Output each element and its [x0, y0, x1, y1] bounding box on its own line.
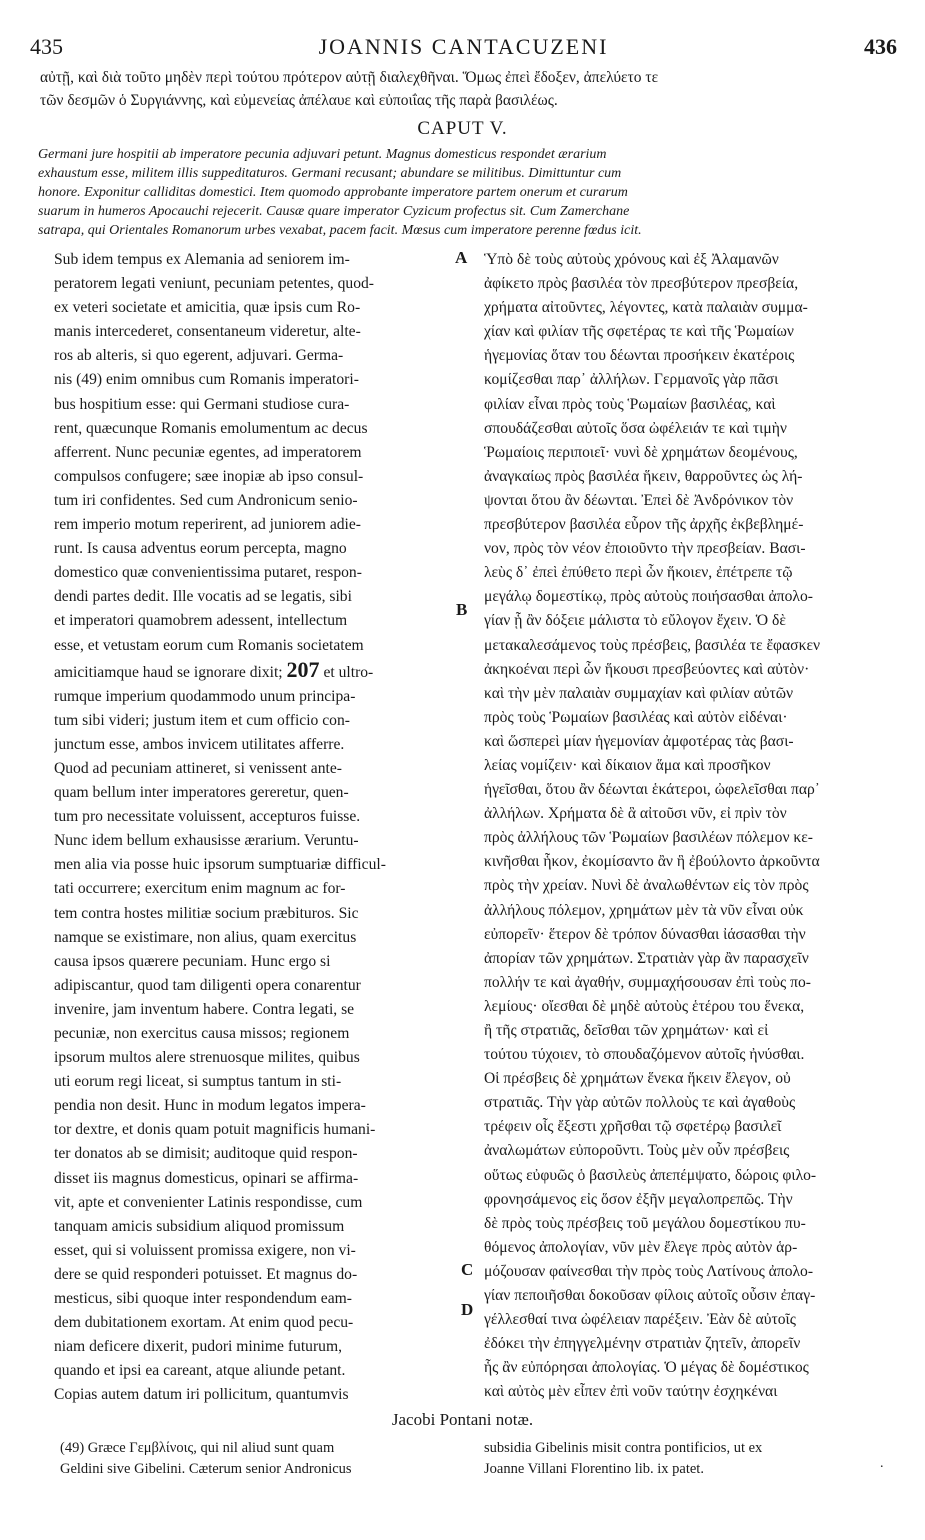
- text-line: οὕτως εὐφυῶς ὁ βασιλεὺς ἀπεπέμψατο, δώροις φιλο-: [484, 1166, 817, 1184]
- text-line: ter donatos ab se dimisit; auditoque quid respon-: [54, 1145, 358, 1163]
- text-line: dere se quid responderi potuisset. Et magnus do-: [54, 1265, 358, 1283]
- summary-line: Germani jure hospitii ab imperatore pecunia adjuvari petunt. Magnus domesticus respondet ærarium: [38, 147, 607, 162]
- text-line: καὶ αὐτὸς μὲν εἶπεν ἐπὶ νοῦν ταύτην ἐσχηκέναι: [484, 1383, 778, 1401]
- page-number-left: 435: [30, 34, 63, 59]
- text-line: εὐπορεῖν· ἕτερον δὲ τρόπον δύνασθαι ἰάσασθαι τὴν: [484, 925, 806, 943]
- edition-page-number: 207: [286, 657, 320, 682]
- text-line: runt. Is causa adventus eorum percepta, magno: [54, 540, 347, 558]
- note-line: subsidia Gibelinis misit contra pontificios, ut ex: [484, 1440, 763, 1456]
- text-line: ἢ τῆς στρατιᾶς, δεῖσθαι τῶν χρημάτων· καὶ εἰ: [484, 1022, 769, 1039]
- text-line: mesticus, sibi quoque inter respondendum eam-: [54, 1290, 352, 1308]
- text-line: αὐτῇ, καὶ διὰ τοῦτο μηδὲν περὶ τούτου πρότερον αὐτῇ διαλεχθῆναι. Ὅμως ἐπεὶ ἔδοξεν, ἀπελύετο τε: [40, 69, 659, 86]
- note-line: Geldini sive Gibelini. Cæterum senior Andronicus: [60, 1461, 352, 1477]
- text-line: pendia non desit. Hunc in modum legatos impera-: [54, 1097, 366, 1115]
- text-line: ἀφίκετο πρὸς βασιλέα τὸν πρεσβύτερον πρεσβεία,: [484, 275, 799, 293]
- section-marker-c: C: [461, 1260, 474, 1279]
- text-line: Copias autem datum iri pollicitum, quantumvis: [54, 1386, 349, 1404]
- text-line: tum pro necessitate voluissent, accepturos fuisse.: [54, 808, 361, 826]
- text-line: quando et ipsi ea careant, atque aliunde petant.: [54, 1362, 346, 1380]
- text-line: χρήματα αἰτοῦντες, λέγοντες, κατὰ παλαιὰν συμμα-: [484, 299, 808, 317]
- text-line: vit, apte et convenienter Latinis respondisse, cum: [54, 1193, 363, 1211]
- text-line: disset iis magnus domesticus, opinari se affirma-: [54, 1169, 359, 1187]
- page-number-right: 436: [864, 34, 897, 59]
- text-line: afferrent. Nunc pecuniæ egentes, ad imperatorem: [54, 443, 362, 461]
- summary-line: suarum in humeros Apocauchi rejecerit. Causæ quare imperator Cyzicum profectus sit. Cum Zamerchane: [38, 204, 630, 219]
- text-line: ἀλλήλους πόλεμον, χρημάτων μὲν τὰ νῦν εἶναι οὐκ: [484, 901, 804, 919]
- note-line: Joanne Villani Florentino lib. ix patet.: [484, 1461, 704, 1477]
- text-line: et imperatori quamobrem adessent, intellectum: [54, 612, 348, 630]
- text-line: στρατιᾶς. Τὴν γὰρ αὐτῶν πολλοὺς τε καὶ ἀγαθοὺς: [484, 1094, 796, 1112]
- text-line: ἀκηκοέναι περὶ ὧν ἥκουσι πρεσβεύοντες καὶ αὐτὸν·: [484, 660, 810, 678]
- text-line: junctum esse, ambos invicem utilitates afferre.: [54, 735, 345, 753]
- text-line: μόζουσαν φαίνεσθαι τὴν πρὸς τοὺς Λατίνους ἀπολο-: [484, 1262, 814, 1280]
- text-line: τούτου τύχοιεν, τὸ σπουδαζόμενον αὐτοῖς ἠνύσθαι.: [484, 1046, 805, 1064]
- text-line: ἡγεῖσθαι, ὅτου ἂν δέωνται ἑκάτεροι, ὠφελεῖσθαι παρ᾽: [484, 781, 820, 799]
- text-line: πρὸς τὴν χρείαν. Νυνὶ δὲ ἀναλωθέντων εἰς τὸν πρὸς: [484, 877, 809, 895]
- section-marker-a: A: [455, 248, 468, 267]
- text-line: κινῆσθαι ἧκον, ἐκομίσαντο ἂν ἣ ἐβούλοντο ἀρκοῦντα: [484, 853, 820, 871]
- text-line: tem contra hostes militiæ socium præbituros. Sic: [54, 904, 359, 922]
- text-line: peratorem legati veniunt, pecuniam petentes, quod-: [54, 275, 374, 293]
- text-line: λεὺς δ᾽ ἐπεὶ ἐπύθετο περὶ ὧν ἥκοιεν, ἐπέτρεπε τῷ: [484, 564, 793, 582]
- text-line: pecuniæ, non exercitus causa missos; regionem: [54, 1025, 350, 1042]
- text-line: ψονται ὅτου ἂν δέωνται. Ἐπεὶ δὲ Ἀνδρόνικον τὸν: [484, 491, 794, 509]
- text-line: καὶ τὴν μὲν παλαιὰν συμμαχίαν καὶ φιλίαν αὐτῶν: [484, 684, 794, 702]
- text-line: ἀπορίαν τῶν χρημάτων. Στρατιὰν γὰρ ἂν παρασχεῖν: [484, 949, 809, 967]
- text-line: ἐδόκει τὴν ἐπηγγελμένην στρατιὰν ζητεῖν, ἀπορεῖν: [484, 1335, 801, 1353]
- chapter-summary: [38, 145, 897, 240]
- text-line: tor dextre, et donis quam potuit magnificis humani-: [54, 1121, 376, 1139]
- text-line: δὲ πρὸς τοὺς πρέσβεις τοῦ μεγάλου δομεστίκου πυ-: [484, 1214, 806, 1232]
- text-line: χίαν καὶ φιλίαν τῆς σφετέρας τε καὶ τῆς Ῥωμαίων: [484, 323, 794, 341]
- text-line: rumque imperium quodammodo unum principa-: [54, 687, 356, 705]
- text-line: ros ab alteris, si quo egerent, adjuvari. Germa-: [54, 347, 344, 365]
- text-line: tati occurrere; exercitum enim magnum ac for-: [54, 880, 346, 898]
- text-line: dem dubitationem exortam. At enim quod pecu-: [54, 1314, 354, 1332]
- text-line: πρὸς τοὺς Ῥωμαίων βασιλέας καὶ αὐτὸν εἰδέναι·: [484, 708, 788, 726]
- text-line: Nunc idem bellum exhausisse ærarium. Veruntu-: [54, 832, 359, 850]
- text-line: κομίζεσθαι παρ᾽ ἀλλήλων. Γερμανοῖς γὰρ πᾶσι: [484, 371, 779, 389]
- text-line: niam deficere dixerit, pudori minime futurum,: [54, 1338, 342, 1356]
- text-line: Οἱ πρέσβεις δὲ χρημάτων ἕνεκα ἥκειν ἔλεγον, οὐ: [484, 1070, 791, 1088]
- notes-heading: Jacobi Pontani notæ.: [391, 1410, 534, 1429]
- text-line: adipiscantur, quod tam diligenti opera conarentur: [54, 976, 361, 994]
- stray-mark: .: [880, 1456, 884, 1471]
- text-line: causa ipsos quærere pecuniam. Hunc ergo si: [54, 952, 331, 970]
- text-line: φιλίαν εἶναι πρὸς τοὺς Ῥωμαίων βασιλέας, καὶ: [484, 395, 776, 413]
- text-line: τρέφειν οἷς ἔξεστι χρῆσθαι τῷ σφετέρῳ βασιλεῖ: [484, 1118, 782, 1136]
- notes-right-column: [484, 1438, 894, 1480]
- text-line-end: et ultro-: [323, 663, 374, 681]
- text-line: quam bellum inter imperatores gereretur, quen-: [54, 784, 349, 802]
- text-line: tum sibi videri; justum item et cum officio con-: [54, 711, 350, 729]
- text-line: Ῥωμαίοις περιποιεῖ· νυνὶ δὲ χρημάτων δεομένους,: [484, 443, 798, 461]
- text-line: νον, πρὸς τὸν νέον ἐποιοῦντο τὴν πρεσβείαν. Βασι-: [484, 540, 806, 558]
- text-line: ex veteri societate et amicitia, quæ ipsis cum Ro-: [54, 299, 361, 317]
- summary-line: satrapa, qui Orientales Romanorum urbes vexabat, pacem facit. Mœsus cum imperatore perenne fœdus icit.: [38, 223, 642, 238]
- section-marker-d: D: [461, 1300, 474, 1319]
- text-line: καὶ ὥσπερεὶ μίαν ἡγεμονίαν ἀμφοτέρας τὰς βασι-: [484, 732, 794, 750]
- text-line: γέλλεσθαί τινα ὠφέλειαν παρέξειν. Ἐὰν δὲ αὐτοῖς: [484, 1311, 796, 1329]
- text-line: dendi partes dedit. Ille vocatis ad se legatis, sibi: [54, 588, 352, 606]
- text-line: πολλήν τε καὶ ἀγαθήν, συμμαχήσουσαν ἐπὶ τοὺς πο-: [484, 973, 811, 991]
- text-line: ἀλλήλων. Χρήματα δὲ ἃ αἰτοῦσι νῦν, εἰ πρὶν τὸν: [484, 805, 787, 823]
- text-line: tanquam amicis subsidium aliquod promissum: [54, 1217, 345, 1235]
- note-line: (49) Græce Γεμβλίνοις, qui nil aliud sunt quam: [60, 1440, 335, 1456]
- text-line: uti eorum regi liceat, si sumptus tantum in sti-: [54, 1073, 342, 1091]
- text-line: Sub idem tempus ex Alemania ad seniorem im-: [54, 251, 350, 268]
- text-line: γίαν ᾗ ἂν δόξειε μάλιστα τὸ εὔλογον ἔχειν. Ὁ δὲ: [484, 612, 786, 630]
- text-line: [54, 658, 450, 685]
- text-line: θόμενος ἀπολογίαν, νῦν μὲν ἔλεγε πρὸς αὐτὸν ἁρ-: [484, 1238, 798, 1256]
- page-header: [30, 34, 897, 60]
- running-title: JOANNIS CANTACUZENI: [318, 34, 609, 59]
- text-line: γίαν πεποιῆσθαι δοκοῦσαν φίλοις αὐτοῖς οὖσιν ἐπαγ-: [484, 1287, 816, 1305]
- section-marker-b: B: [456, 600, 468, 619]
- greek-column: [484, 248, 896, 1405]
- text-line: μεγάλῳ δομεστίκῳ, πρὸς αὐτοὺς ποιήσασθαι ἀπολο-: [484, 588, 813, 606]
- text-line: domestico quæ convenientissima putaret, respon-: [54, 564, 362, 582]
- text-line: τῶν δεσμῶν ὁ Συργιάννης, καὶ εὐμενείας ἀπέλαυε καὶ εὐποιΐας τῆς παρὰ βασιλέως.: [40, 92, 558, 109]
- text-line: ἡγεμονίας ὅταν του δέωνται προσήκειν ἑκατέροις: [484, 347, 795, 365]
- text-line: Quod ad pecuniam attineret, si venissent ante-: [54, 759, 342, 777]
- text-line: namque se existimare, non alius, quam exercitus: [54, 928, 357, 946]
- text-line: nis (49) enim omnibus cum Romanis imperatori-: [54, 371, 359, 389]
- text-line: manis intercederet, consentaneum videretur, alte-: [54, 323, 361, 341]
- text-line: πρὸς ἀλλήλους τῶν Ῥωμαίων βασιλέων πόλεμον κε-: [484, 829, 813, 847]
- greek-continuation: [40, 66, 895, 112]
- notes-left-column: [60, 1438, 470, 1480]
- text-line: ἀναγκαίως πρὸς βασιλέα ἥκειν, θαρροῦντες ὡς λή-: [484, 467, 803, 485]
- text-line: rent, quæcunque Romanis emolumentum ac decus: [54, 419, 368, 437]
- text-line: bus hospitium esse: qui Germani studiose cura-: [54, 395, 350, 413]
- text-line: πρεσβύτερον βασιλέα εὗρον τῆς ἀρχῆς ἐκβεβλημέ-: [484, 516, 804, 534]
- text-line: λείας νομίζειν· καὶ δίκαιον ἅμα καὶ προσῆκον: [484, 756, 771, 774]
- summary-line: exhaustum esse, militem illis suppeditaturos. Germani recusant; abundare se militibus. Dimittuntur cum: [38, 166, 622, 181]
- text-line: ἧς ἂν εὐπόρησαι ἀπολογίας. Ὁ μέγας δὲ δομέστικος: [484, 1359, 809, 1377]
- text-line: esse, et vetustam eorum cum Romanis societatem: [54, 636, 364, 654]
- text-line-start: amicitiamque haud se ignorare dixit;: [54, 663, 283, 681]
- text-line: men alia via posse huic ipsorum sumptuariæ difficul-: [54, 856, 386, 874]
- text-line: φρονησάμενος εἰς ὅσον ἐξῆν μεγαλοπρεπῶς. Τὴν: [484, 1190, 793, 1208]
- text-line: compulsos confugere; sæe inopiæ ab ipso consul-: [54, 467, 364, 485]
- text-line: Ὑπὸ δὲ τοὺς αὐτοὺς χρόνους καὶ ἐξ Ἀλαμανῶν: [484, 251, 779, 268]
- latin-column: [54, 248, 450, 1408]
- text-line: esset, qui si voluissent promissa exigere, non vi-: [54, 1241, 356, 1259]
- text-line: μετακαλεσάμενος τοὺς πρέσβεις, βασιλέα τε ἔφασκεν: [484, 636, 821, 654]
- summary-line: honore. Exponitur calliditas domestici. Item quomodo approbante imperatore partem onerum et curarum: [38, 185, 628, 200]
- text-line: tum iri confidentes. Sed cum Andronicum senio-: [54, 491, 358, 509]
- text-line: ἀναλωμάτων εὐποροῦντι. Τοὺς μὲν οὖν πρέσβεις: [484, 1142, 790, 1160]
- text-line: σπουδάζεσθαι αὐτοῖς ὅσα ὠφέλειάν τε καὶ τιμὴν: [484, 419, 787, 437]
- text-line: ipsorum multos alere strenuosque milites, quibus: [54, 1049, 360, 1067]
- text-line: invenire, jam inventum habere. Contra legati, se: [54, 1000, 355, 1018]
- text-line: rem imperio motum reperirent, ad juniorem adie-: [54, 516, 362, 534]
- chapter-heading: CAPUT V.: [417, 118, 508, 139]
- text-line: λεμίους· οἴεσθαι δὲ μηδὲ αὐτοὺς ἑτέρου του ἕνεκα,: [484, 997, 805, 1015]
